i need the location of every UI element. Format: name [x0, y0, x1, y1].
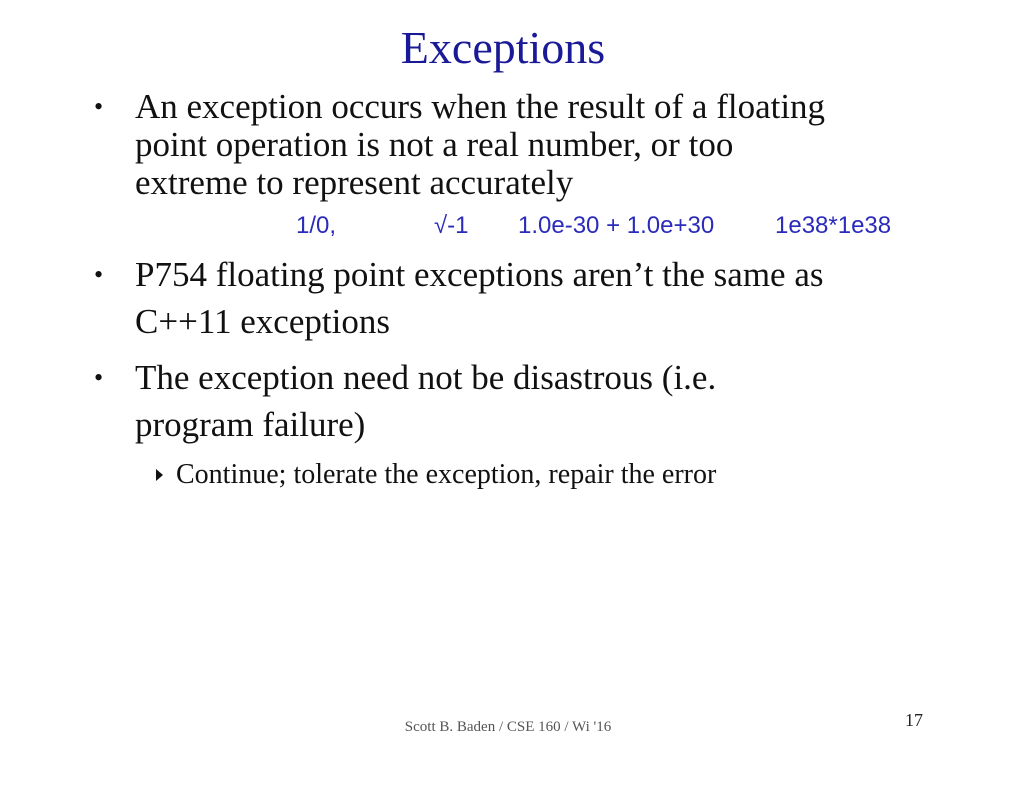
bullet-dot: •	[94, 92, 104, 121]
triangle-bullet-icon	[156, 469, 163, 481]
bullet-1-line-1: An exception occurs when the result of a floating	[135, 87, 826, 126]
example-sum-extreme: 1.0e-30 + 1.0e+30	[518, 212, 715, 239]
example-overflow: 1e38*1e38	[775, 212, 892, 239]
bullet-1-line-2: point operation is not a real number, or too	[135, 125, 734, 164]
sub-bullet-text: Continue; tolerate the exception, repair the error	[176, 459, 717, 490]
bullet-3-line-1: The exception need not be disastrous (i.e.	[135, 358, 717, 397]
bullet-1-line-3: extreme to represent accurately	[135, 163, 574, 202]
example-sqrt-negative: √-1	[434, 212, 469, 239]
bullet-2-line-2: C++11 exceptions	[135, 302, 390, 341]
slide-title: Exceptions	[400, 22, 606, 73]
bullet-dot: •	[94, 260, 104, 289]
bullet-3-line-2: program failure)	[135, 405, 366, 444]
example-divide-by-zero: 1/0,	[296, 212, 337, 239]
page-number: 17	[905, 710, 923, 730]
slide-footer: Scott B. Baden / CSE 160 / Wi '16	[404, 719, 612, 735]
bullet-2-line-1: P754 floating point exceptions aren’t the same as	[135, 255, 824, 294]
bullet-dot: •	[94, 363, 104, 392]
